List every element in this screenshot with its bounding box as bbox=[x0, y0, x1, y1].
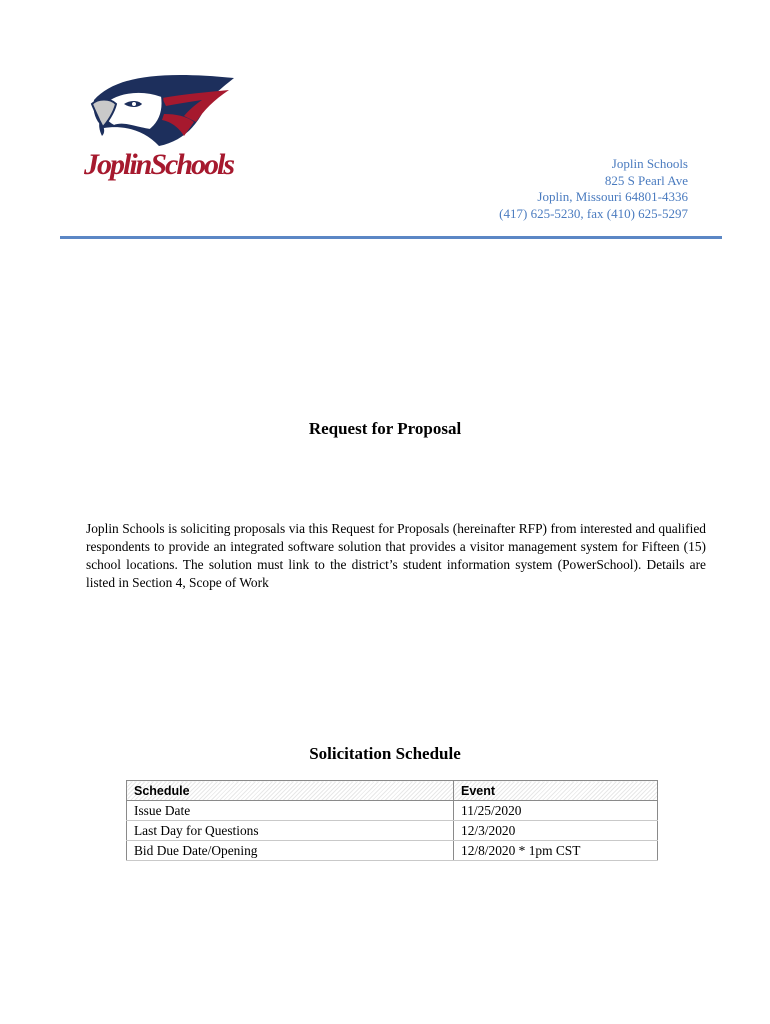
table-row bbox=[127, 841, 658, 861]
address-phone: (417) 625-5230, fax (410) 625-5297 bbox=[499, 205, 688, 221]
intro-paragraph: Joplin Schools is soliciting proposals via this Request for Proposals (hereinafter RFP) from interested and qualified respondents to provide an integrated software solution that provides a visitor management system for Fifteen (15) school locations. The solution must link to the district’s student information system (PowerSchool). Details are listed in Section 4, Scope of Work bbox=[86, 521, 706, 591]
address-name: Joplin Schools bbox=[611, 156, 688, 171]
schedule-header-schedule: Schedule bbox=[127, 781, 454, 801]
table-row bbox=[127, 821, 658, 841]
header-divider bbox=[60, 236, 722, 239]
address-street: 825 S Pearl Ave bbox=[604, 172, 688, 188]
schedule-table bbox=[126, 780, 658, 861]
schedule-cell: Last Day for Questions bbox=[127, 821, 454, 841]
event-cell: 12/3/2020 bbox=[454, 821, 658, 841]
document-title: Request for Proposal bbox=[308, 419, 462, 438]
joplin-schools-logo bbox=[84, 70, 244, 182]
schedule-cell: Issue Date bbox=[127, 801, 454, 821]
table-row bbox=[127, 801, 658, 821]
event-cell: 11/25/2020 bbox=[454, 801, 658, 821]
schedule-cell: Bid Due Date/Opening bbox=[127, 841, 454, 861]
address-city: Joplin, Missouri 64801-4336 bbox=[537, 189, 688, 204]
event-cell: 12/8/2020 * 1pm CST bbox=[454, 841, 658, 861]
logo-wordmark: JoplinSchools bbox=[84, 148, 234, 181]
schedule-header-event: Event bbox=[454, 781, 658, 801]
schedule-header-row bbox=[127, 781, 658, 801]
eagle-icon bbox=[84, 70, 244, 150]
schedule-title: Solicitation Schedule bbox=[309, 744, 461, 763]
district-address bbox=[499, 156, 688, 222]
